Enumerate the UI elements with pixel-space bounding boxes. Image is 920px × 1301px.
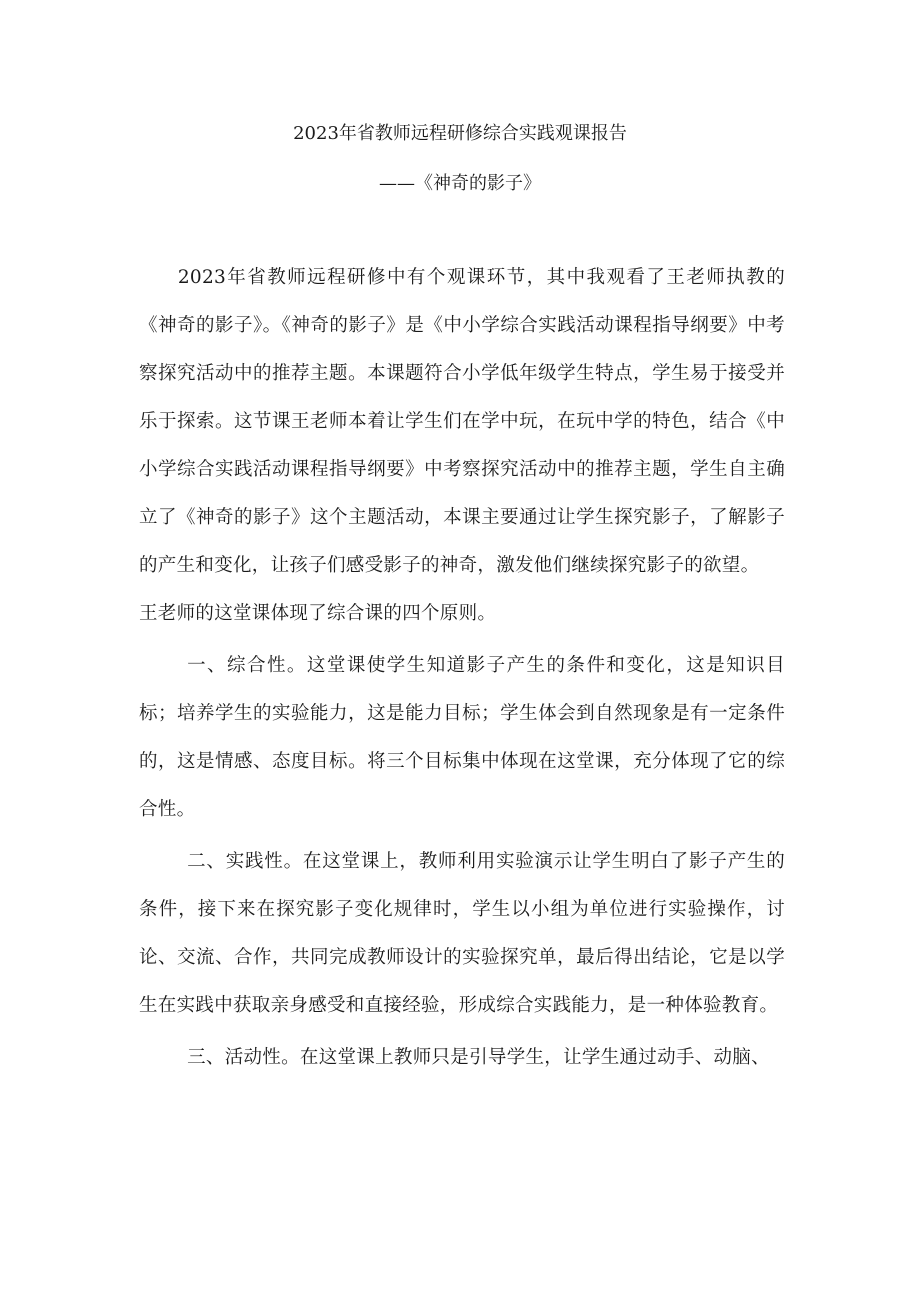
document-subtitle: ——《神奇的影子》 — [379, 173, 541, 194]
paragraph-comprehensiveness: 一、综合性。这堂课使学生知道影子产生的条件和变化，这是知识目标；培养学生的实验能力，这是能力目标；学生体会到自然现象是有一定条件的，这是情感、态度目标。将三个目标集中体现在这堂课，充分体现了它的综合性。 — [139, 655, 785, 820]
paragraph-activity: 三、活动性。在这堂课上教师只是引导学生，让学生通过动手、动脑、 — [187, 1047, 770, 1068]
paragraph-practicality: 二、实践性。在这堂课上，教师利用实验演示让学生明白了影子产生的条件，接下来在探究影子变化规律时，学生以小组为单位进行实验操作，讨论、交流、合作，共同完成教师设计的实验探究单，最后得出结论，它是以学生在实践中获取亲身感受和直接经验，形成综合实践能力，是一种体验教育。 — [139, 851, 785, 1016]
document-title: 2023年省教师远程研修综合实践观课报告 — [293, 123, 627, 144]
paragraph-principles-lead: 王老师的这堂课体现了综合课的四个原则。 — [139, 603, 497, 624]
document-body — [139, 254, 785, 1082]
paragraph-intro: 2023年省教师远程研修中有个观课环节，其中我观看了王老师执教的《神奇的影子》。《神奇的影子》是《中小学综合实践活动课程指导纲要》中考察探究活动中的推荐主题。本课题符合小学低年级学生特点，学生易于接受并乐于探索。这节课王老师本着让学生们在学中玩，在玩中学的特色，结合《中小学综合实践活动课程指导纲要》中考察探究活动中的推荐主题，学生自主确立了《神奇的影子》这个主题活动，本课主要通过让学生探究影子，了解影子的产生和变化，让孩子们感受影子的神奇，激发他们继续探究影子的欲望。 — [139, 267, 785, 576]
